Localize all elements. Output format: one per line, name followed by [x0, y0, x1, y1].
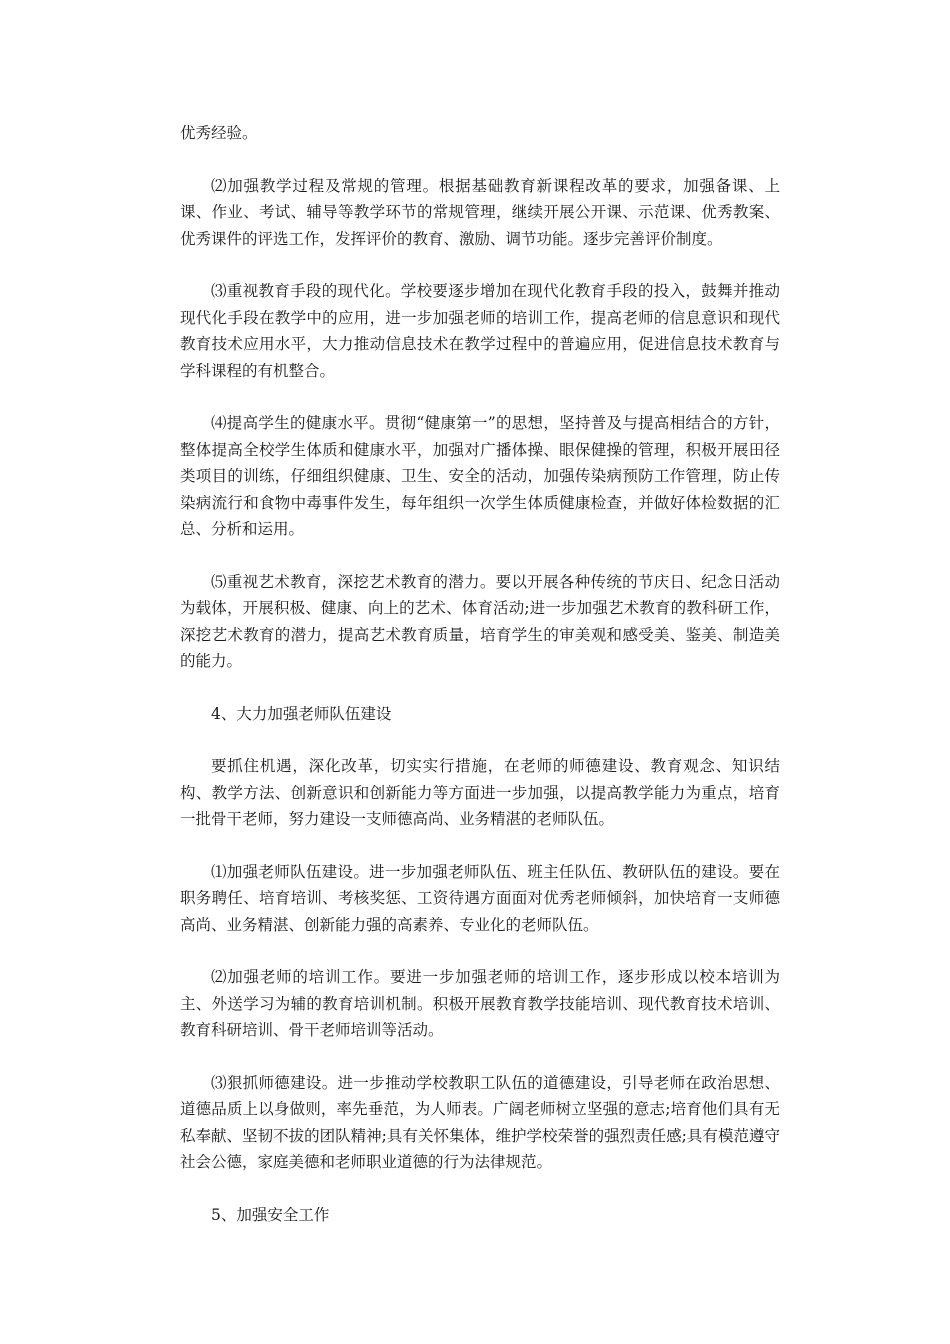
document-body — [180, 120, 780, 1254]
paragraph-art-education: ⑸重视艺术教育，深挖艺术教育的潜力。要以开展各种传统的节庆日、纪念日活动为载体，开展积极、健康、向上的艺术、体育活动;进一步加强艺术教育的教科研工作，深挖艺术教育的潜力，提高艺术教育质量，培育学生的审美观和感受美、鉴美、制造美的能力。 — [180, 572, 780, 670]
paragraph-teacher-ethics: ⑶狠抓师德建设。进一步推动学校教职工队伍的道德建设，引导老师在政治思想、道德品质上以身做则，率先垂范，为人师表。广阔老师树立坚强的意志;培育他们具有无私奉献、坚韧不拔的团队精神;具有关怀集体，维护学校荣誉的强烈责任感;具有模范遵守社会公德，家庭美德和老师职业道德的行为法律规范。 — [180, 1073, 780, 1171]
section-heading-teacher-team: 4、大力加强老师队伍建设 — [211, 704, 392, 723]
paragraph-student-health: ⑷提高学生的健康水平。贯彻“健康第一”的思想，坚持普及与提高相结合的方针，整体提高全校学生体质和健康水平，加强对广播体操、眼保健操的管理，积极开展田径类项目的训练，仔细组织健康、卫生、安全的活动，加强传染病预防工作管理，防止传染病流行和食物中毒事件发生，每年组织一次学生体质健康检查，并做好体检数据的汇总、分析和运用。 — [180, 414, 780, 538]
paragraph-teaching-management: ⑵加强教学过程及常规的管理。根据基础教育新课程改革的要求，加强备课、上课、作业、考试、辅导等教学环节的常规管理，继续开展公开课、示范课、优秀教案、优秀课件的评选工作，发挥评价的教育、激励、调节功能。逐步完善评价制度。 — [180, 176, 780, 248]
paragraph-teacher-training: ⑵加强老师的培训工作。要进一步加强老师的培训工作，逐步形成以校本培训为主、外送学习为辅的教育培训机制。积极开展教育教学技能培训、现代教育技术培训、教育科研培训、骨干老师培训等活动。 — [180, 968, 780, 1039]
paragraph-education-modernization: ⑶重视教育手段的现代化。学校要逐步增加在现代化教育手段的投入，鼓舞并推动现代化手段在教学中的应用，进一步加强老师的培训工作，提高老师的信息意识和现代教育技术应用水平，大力推动信息技术在教学过程中的普遍应用，促进信息技术教育与学科课程的有机整合。 — [180, 282, 780, 380]
paragraph-teacher-team-building: ⑴加强老师队伍建设。进一步加强老师队伍、班主任队伍、教研队伍的建设。要在职务聘任、培育培训、考核奖惩、工资待遇方面面对优秀老师倾斜，加快培育一支师德高尚、业务精湛、创新能力强的高素养、专业化的老师队伍。 — [180, 862, 780, 934]
paragraph-teacher-team-intro: 要抓住机遇，深化改革，切实实行措施，在老师的师德建设、教育观念、知识结构、教学方法、创新意识和创新能力等方面进一步加强，以提高教学能力为重点，培育一批骨干老师，努力建设一支师德高尚、业务精湛的老师队伍。 — [180, 757, 780, 828]
paragraph-continuation: 优秀经验。 — [180, 124, 258, 142]
section-heading-safety: 5、加强安全工作 — [211, 1205, 330, 1224]
